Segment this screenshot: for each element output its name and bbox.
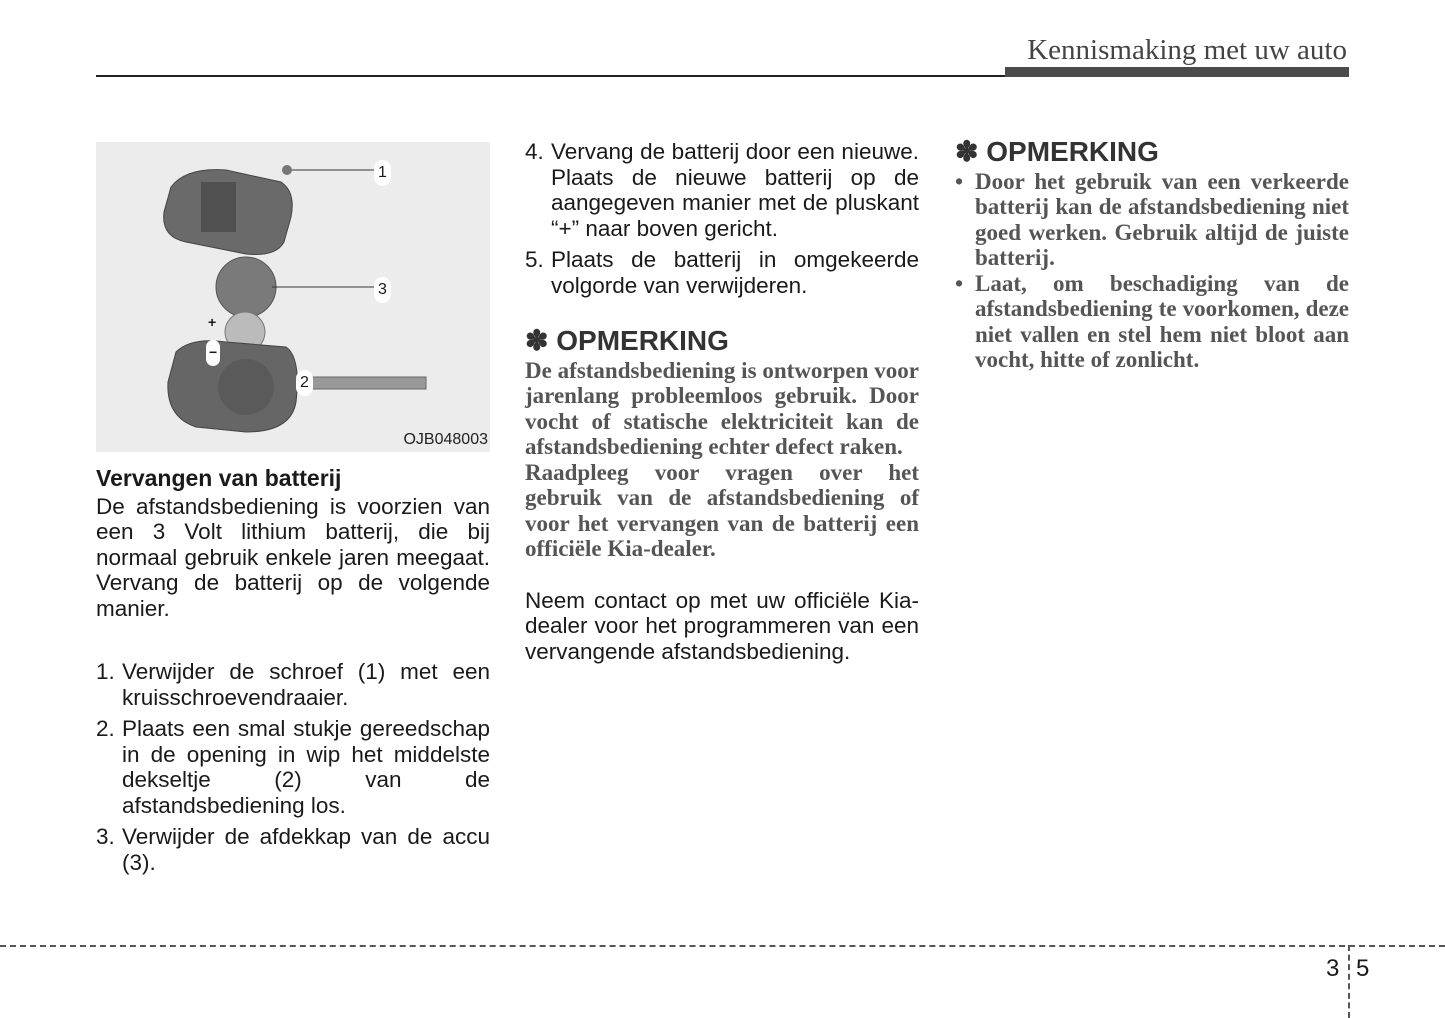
note-heading: ✽ OPMERKING: [525, 325, 729, 356]
right-column: [955, 136, 1349, 373]
intro-paragraph: De afstandsbediening is voorzien van een 3 Volt lithium batterij, die bij normaal gebruik enkele jaren meegaat. Vervang de batterij op de volgende manier.: [96, 493, 490, 621]
step-text: Vervang de batterij door een nieuwe. Plaats de nieuwe batterij op de aangegeven manier met de pluskant “+” naar boven gericht.: [551, 139, 919, 241]
key-fob-drawing: [96, 142, 490, 452]
step-text: Plaats een smal stukje gereedschap in de opening in wip het middelste dekseltje (2) van de afstandsbediening los.: [122, 716, 490, 818]
middle-column: [525, 139, 919, 664]
step-item: [96, 824, 490, 875]
chapter-number: 3: [1326, 955, 1340, 982]
left-column: [96, 142, 490, 881]
step-item: [525, 139, 919, 241]
minus-mark: −: [206, 340, 220, 366]
step-number: 4.: [525, 139, 544, 164]
step-number: 1.: [96, 659, 115, 684]
note-heading: ✽ OPMERKING: [955, 136, 1159, 167]
bullet-text: Door het gebruik van een verkeerde batterij kan de afstandsbediening niet goed werken. Gebruik altijd de juiste batterij.: [975, 168, 1349, 270]
note-bullet: [955, 271, 1349, 373]
header-rule: [96, 75, 1006, 77]
step-number: 5.: [525, 247, 544, 272]
page-number: 5: [1356, 955, 1370, 982]
plus-mark: +: [208, 314, 217, 330]
callout-2: 2: [296, 370, 313, 396]
step-text: Verwijder de afdekkap van de accu (3).: [122, 824, 490, 875]
steps-list-continued: [525, 139, 919, 298]
step-item: [96, 659, 490, 710]
key-battery-illustration: [96, 142, 490, 452]
callout-3: 3: [374, 277, 391, 303]
figure-code: OJB048003: [403, 430, 488, 448]
contact-paragraph: Neem contact op met uw officiële Kia-dealer voor het programmeren van een vervangende afstandsbediening.: [525, 587, 919, 664]
step-number: 2.: [96, 716, 115, 741]
header-bar: [1005, 67, 1349, 77]
section-heading: Vervangen van batterij: [96, 465, 342, 491]
bullet-mark: •: [955, 168, 964, 194]
note-paragraph: De afstandsbediening is ontworpen voor jarenlang probleemloos gebruik. Door vocht of statische elektriciteit kan de afstandsbediening echter defect raken.: [525, 357, 919, 459]
callout-1: 1: [374, 160, 391, 186]
step-text: Plaats de batterij in omgekeerde volgorde van verwijderen.: [551, 247, 919, 298]
footer-dashed-divider: [1348, 945, 1350, 1018]
steps-list: [96, 659, 490, 875]
step-item: [96, 716, 490, 818]
bullet-text: Laat, om beschadiging van de afstandsbediening te voorkomen, deze niet vallen en stel hem niet bloot aan vocht, hitte of zonlicht.: [975, 270, 1349, 372]
header-title: Kennismaking met uw auto: [1027, 34, 1347, 66]
step-item: [525, 247, 919, 298]
step-text: Verwijder de schroef (1) met een kruisschroevendraaier.: [122, 659, 490, 710]
footer-dashed-rule: [0, 945, 1445, 947]
bullet-mark: •: [955, 270, 964, 296]
note-bullet: [955, 169, 1349, 271]
step-number: 3.: [96, 824, 115, 849]
note-paragraph: Raadpleeg voor vragen over het gebruik van de afstandsbediening of voor het vervangen van de batterij een officiële Kia-dealer.: [525, 459, 919, 561]
